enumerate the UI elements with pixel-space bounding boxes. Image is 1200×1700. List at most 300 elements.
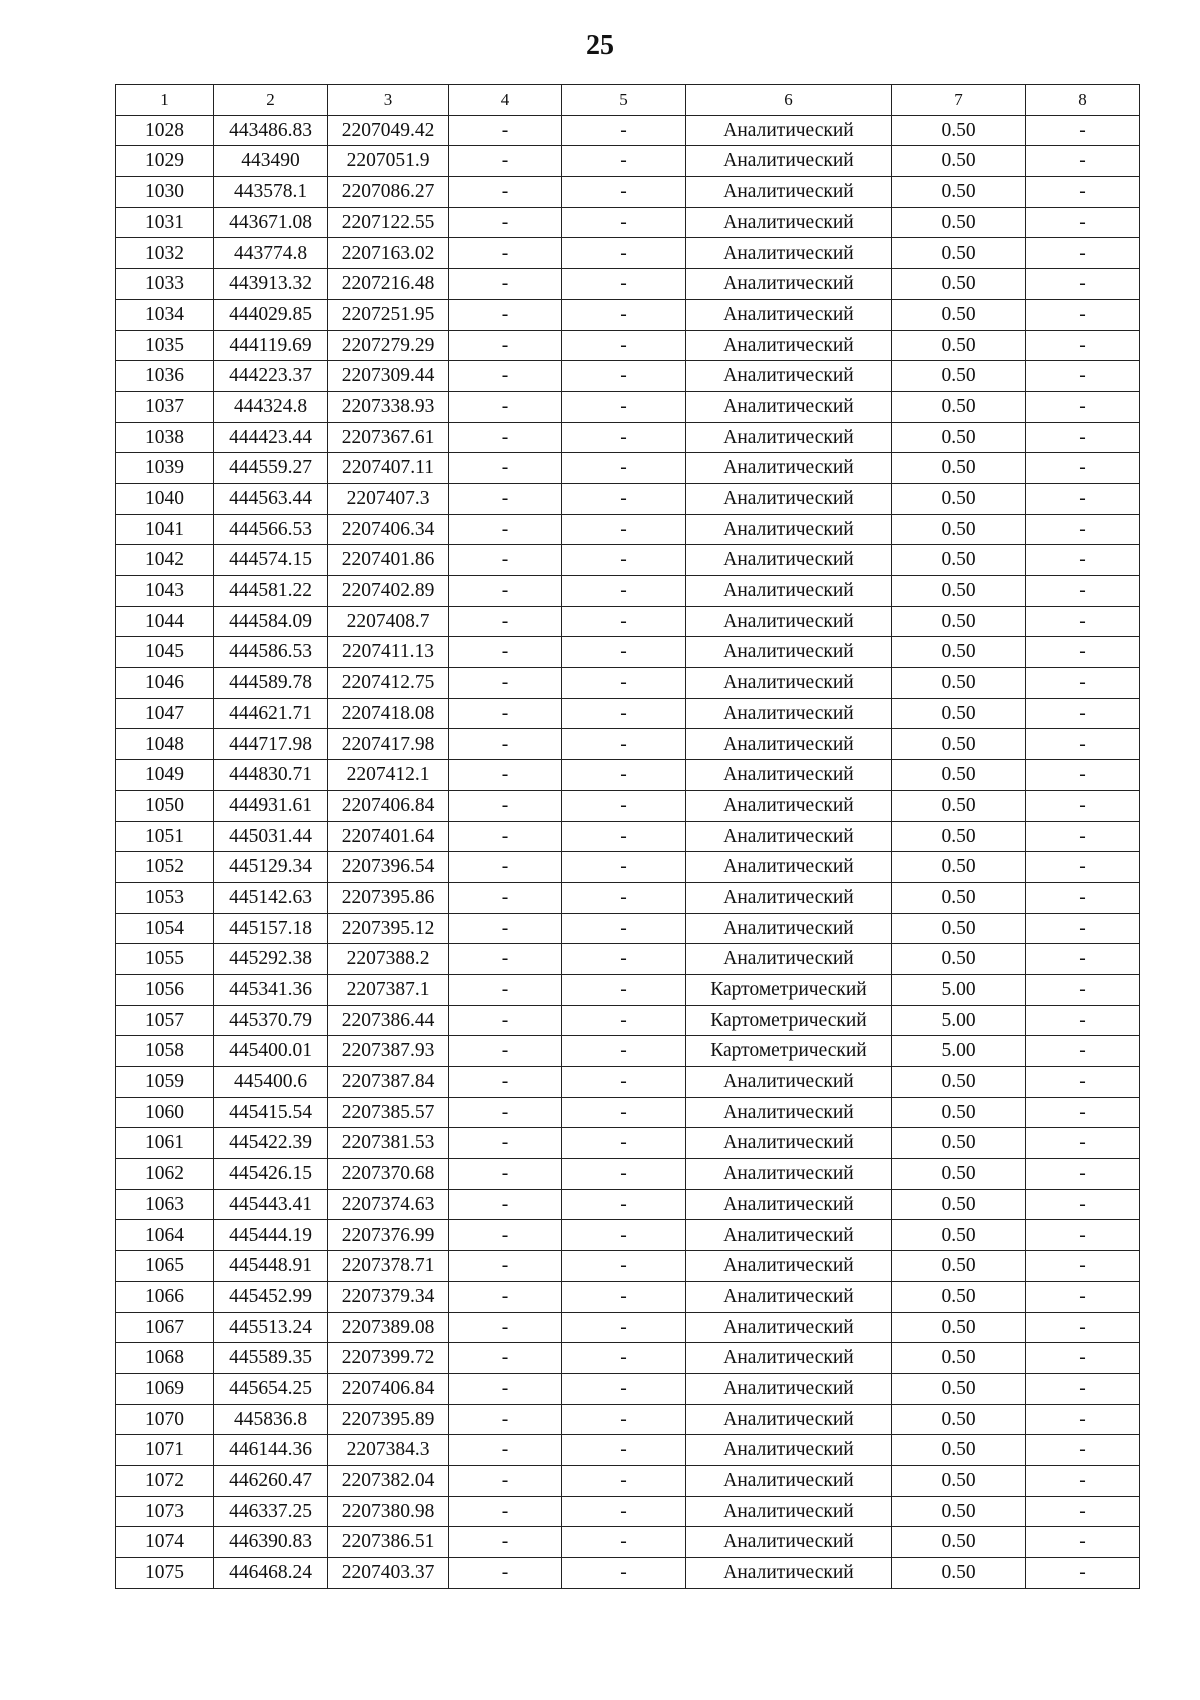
accuracy-cell: 0.50 [892,330,1026,361]
x-coordinate-cell: 444586.53 [214,637,328,668]
y-coordinate-cell: 2207411.13 [328,637,449,668]
table-row [116,483,1140,514]
column-8-cell: - [1026,852,1140,883]
table-row [116,391,1140,422]
column-4-cell: - [449,637,562,668]
x-coordinate-cell: 445415.54 [214,1097,328,1128]
point-number-cell: 1056 [116,974,214,1005]
x-coordinate-cell: 445341.36 [214,974,328,1005]
column-8-cell: - [1026,1159,1140,1190]
method-cell: Аналитический [686,269,892,300]
x-coordinate-cell: 445370.79 [214,1005,328,1036]
accuracy-cell: 0.50 [892,422,1026,453]
column-4-cell: - [449,391,562,422]
x-coordinate-cell: 444566.53 [214,514,328,545]
column-8-cell: - [1026,1465,1140,1496]
column-8-cell: - [1026,1496,1140,1527]
method-cell: Аналитический [686,1251,892,1282]
y-coordinate-cell: 2207395.12 [328,913,449,944]
method-cell: Картометрический [686,1036,892,1067]
point-number-cell: 1035 [116,330,214,361]
column-5-cell: - [562,115,686,146]
column-4-cell: - [449,483,562,514]
column-8-cell: - [1026,453,1140,484]
point-number-cell: 1049 [116,760,214,791]
column-5-cell: - [562,729,686,760]
method-cell: Аналитический [686,882,892,913]
table-row [116,1067,1140,1098]
accuracy-cell: 5.00 [892,1005,1026,1036]
column-8-cell: - [1026,913,1140,944]
column-5-cell: - [562,545,686,576]
y-coordinate-cell: 2207418.08 [328,698,449,729]
column-5-cell: - [562,1435,686,1466]
table-row [116,790,1140,821]
column-5-cell: - [562,821,686,852]
column-8-cell: - [1026,146,1140,177]
y-coordinate-cell: 2207417.98 [328,729,449,760]
accuracy-cell: 0.50 [892,177,1026,208]
column-4-cell: - [449,1097,562,1128]
y-coordinate-cell: 2207395.86 [328,882,449,913]
column-5-cell: - [562,606,686,637]
table-row [116,330,1140,361]
column-8-cell: - [1026,1558,1140,1589]
x-coordinate-cell: 444324.8 [214,391,328,422]
column-5-cell: - [562,1373,686,1404]
column-8-cell: - [1026,698,1140,729]
y-coordinate-cell: 2207407.11 [328,453,449,484]
coordinates-table [115,84,1140,1589]
column-4-cell: - [449,269,562,300]
column-8-cell: - [1026,545,1140,576]
accuracy-cell: 0.50 [892,821,1026,852]
point-number-cell: 1057 [116,1005,214,1036]
column-4-cell: - [449,207,562,238]
accuracy-cell: 5.00 [892,974,1026,1005]
column-8-cell: - [1026,1005,1140,1036]
column-4-cell: - [449,1435,562,1466]
method-cell: Аналитический [686,115,892,146]
table-row [116,514,1140,545]
method-cell: Аналитический [686,1527,892,1558]
table-row [116,698,1140,729]
accuracy-cell: 0.50 [892,882,1026,913]
method-cell: Аналитический [686,207,892,238]
column-4-cell: - [449,422,562,453]
x-coordinate-cell: 444581.22 [214,576,328,607]
method-cell: Аналитический [686,576,892,607]
column-5-cell: - [562,361,686,392]
accuracy-cell: 0.50 [892,1558,1026,1589]
column-8-cell: - [1026,1189,1140,1220]
column-8-cell: - [1026,1373,1140,1404]
accuracy-cell: 0.50 [892,146,1026,177]
column-4-cell: - [449,1036,562,1067]
x-coordinate-cell: 443486.83 [214,115,328,146]
y-coordinate-cell: 2207216.48 [328,269,449,300]
table-row [116,115,1140,146]
accuracy-cell: 0.50 [892,668,1026,699]
table-row [116,1435,1140,1466]
column-5-cell: - [562,913,686,944]
column-8-cell: - [1026,1404,1140,1435]
x-coordinate-cell: 445654.25 [214,1373,328,1404]
method-cell: Аналитический [686,1312,892,1343]
y-coordinate-cell: 2207384.3 [328,1435,449,1466]
accuracy-cell: 0.50 [892,698,1026,729]
method-cell: Аналитический [686,177,892,208]
column-4-cell: - [449,760,562,791]
table-row [116,269,1140,300]
page-number: 25 [586,30,614,61]
x-coordinate-cell: 445031.44 [214,821,328,852]
method-cell: Аналитический [686,299,892,330]
method-cell: Аналитический [686,545,892,576]
column-5-cell: - [562,882,686,913]
point-number-cell: 1051 [116,821,214,852]
y-coordinate-cell: 2207381.53 [328,1128,449,1159]
column-8-cell: - [1026,361,1140,392]
column-4-cell: - [449,729,562,760]
x-coordinate-cell: 446260.47 [214,1465,328,1496]
accuracy-cell: 0.50 [892,760,1026,791]
accuracy-cell: 0.50 [892,729,1026,760]
accuracy-cell: 0.50 [892,1128,1026,1159]
method-cell: Аналитический [686,238,892,269]
point-number-cell: 1060 [116,1097,214,1128]
column-4-cell: - [449,299,562,330]
accuracy-cell: 0.50 [892,238,1026,269]
point-number-cell: 1061 [116,1128,214,1159]
accuracy-cell: 0.50 [892,1220,1026,1251]
accuracy-cell: 0.50 [892,514,1026,545]
column-4-cell: - [449,790,562,821]
y-coordinate-cell: 2207389.08 [328,1312,449,1343]
method-cell: Аналитический [686,361,892,392]
point-number-cell: 1036 [116,361,214,392]
method-cell: Аналитический [686,790,892,821]
y-coordinate-cell: 2207379.34 [328,1281,449,1312]
column-4-cell: - [449,698,562,729]
y-coordinate-cell: 2207401.86 [328,545,449,576]
x-coordinate-cell: 444589.78 [214,668,328,699]
y-coordinate-cell: 2207406.34 [328,514,449,545]
column-5-cell: - [562,391,686,422]
y-coordinate-cell: 2207406.84 [328,1373,449,1404]
accuracy-cell: 0.50 [892,1404,1026,1435]
table-row [116,974,1140,1005]
column-4-cell: - [449,1159,562,1190]
point-number-cell: 1028 [116,115,214,146]
method-cell: Аналитический [686,1159,892,1190]
method-cell: Картометрический [686,974,892,1005]
column-5-cell: - [562,698,686,729]
x-coordinate-cell: 444029.85 [214,299,328,330]
table-row [116,760,1140,791]
method-cell: Картометрический [686,1005,892,1036]
method-cell: Аналитический [686,453,892,484]
method-cell: Аналитический [686,760,892,791]
point-number-cell: 1065 [116,1251,214,1282]
y-coordinate-cell: 2207406.84 [328,790,449,821]
method-cell: Аналитический [686,852,892,883]
method-cell: Аналитический [686,729,892,760]
column-4-cell: - [449,545,562,576]
point-number-cell: 1046 [116,668,214,699]
table-row [116,1527,1140,1558]
column-5-cell: - [562,453,686,484]
y-coordinate-cell: 2207382.04 [328,1465,449,1496]
column-8-cell: - [1026,1343,1140,1374]
table-row [116,1373,1140,1404]
accuracy-cell: 0.50 [892,1097,1026,1128]
y-coordinate-cell: 2207309.44 [328,361,449,392]
column-4-cell: - [449,1404,562,1435]
column-header: 6 [686,85,892,116]
table-row [116,453,1140,484]
y-coordinate-cell: 2207376.99 [328,1220,449,1251]
x-coordinate-cell: 445513.24 [214,1312,328,1343]
column-5-cell: - [562,852,686,883]
x-coordinate-cell: 445448.91 [214,1251,328,1282]
table-row [116,606,1140,637]
column-8-cell: - [1026,729,1140,760]
y-coordinate-cell: 2207387.1 [328,974,449,1005]
method-cell: Аналитический [686,514,892,545]
x-coordinate-cell: 445443.41 [214,1189,328,1220]
x-coordinate-cell: 445400.6 [214,1067,328,1098]
point-number-cell: 1063 [116,1189,214,1220]
accuracy-cell: 0.50 [892,1343,1026,1374]
column-4-cell: - [449,1005,562,1036]
column-4-cell: - [449,821,562,852]
point-number-cell: 1037 [116,391,214,422]
accuracy-cell: 5.00 [892,1036,1026,1067]
column-4-cell: - [449,913,562,944]
column-4-cell: - [449,115,562,146]
x-coordinate-cell: 446337.25 [214,1496,328,1527]
x-coordinate-cell: 443578.1 [214,177,328,208]
column-5-cell: - [562,637,686,668]
accuracy-cell: 0.50 [892,115,1026,146]
accuracy-cell: 0.50 [892,1251,1026,1282]
y-coordinate-cell: 2207122.55 [328,207,449,238]
column-5-cell: - [562,944,686,975]
point-number-cell: 1041 [116,514,214,545]
column-8-cell: - [1026,1220,1140,1251]
y-coordinate-cell: 2207386.44 [328,1005,449,1036]
x-coordinate-cell: 444119.69 [214,330,328,361]
method-cell: Аналитический [686,391,892,422]
table-row [116,1036,1140,1067]
column-5-cell: - [562,1159,686,1190]
column-4-cell: - [449,514,562,545]
x-coordinate-cell: 444584.09 [214,606,328,637]
column-4-cell: - [449,1465,562,1496]
table-row [116,1220,1140,1251]
column-5-cell: - [562,1312,686,1343]
column-5-cell: - [562,177,686,208]
point-number-cell: 1071 [116,1435,214,1466]
column-5-cell: - [562,1496,686,1527]
column-header: 7 [892,85,1026,116]
table-row [116,821,1140,852]
column-5-cell: - [562,1465,686,1496]
y-coordinate-cell: 2207412.75 [328,668,449,699]
method-cell: Аналитический [686,1373,892,1404]
column-5-cell: - [562,668,686,699]
x-coordinate-cell: 444931.61 [214,790,328,821]
accuracy-cell: 0.50 [892,1281,1026,1312]
table-row [116,545,1140,576]
column-5-cell: - [562,1128,686,1159]
accuracy-cell: 0.50 [892,576,1026,607]
point-number-cell: 1069 [116,1373,214,1404]
column-8-cell: - [1026,1527,1140,1558]
point-number-cell: 1075 [116,1558,214,1589]
method-cell: Аналитический [686,1404,892,1435]
y-coordinate-cell: 2207388.2 [328,944,449,975]
method-cell: Аналитический [686,1220,892,1251]
accuracy-cell: 0.50 [892,1189,1026,1220]
column-4-cell: - [449,1558,562,1589]
y-coordinate-cell: 2207163.02 [328,238,449,269]
x-coordinate-cell: 443490 [214,146,328,177]
point-number-cell: 1074 [116,1527,214,1558]
column-5-cell: - [562,1036,686,1067]
x-coordinate-cell: 445452.99 [214,1281,328,1312]
table-row [116,944,1140,975]
point-number-cell: 1058 [116,1036,214,1067]
column-8-cell: - [1026,1251,1140,1282]
column-header: 8 [1026,85,1140,116]
column-8-cell: - [1026,483,1140,514]
point-number-cell: 1053 [116,882,214,913]
point-number-cell: 1038 [116,422,214,453]
y-coordinate-cell: 2207367.61 [328,422,449,453]
column-5-cell: - [562,1189,686,1220]
x-coordinate-cell: 445292.38 [214,944,328,975]
y-coordinate-cell: 2207401.64 [328,821,449,852]
column-8-cell: - [1026,238,1140,269]
table-row [116,1558,1140,1589]
accuracy-cell: 0.50 [892,1312,1026,1343]
column-5-cell: - [562,576,686,607]
y-coordinate-cell: 2207051.9 [328,146,449,177]
column-8-cell: - [1026,422,1140,453]
column-4-cell: - [449,1128,562,1159]
column-8-cell: - [1026,1097,1140,1128]
table-row [116,1097,1140,1128]
accuracy-cell: 0.50 [892,913,1026,944]
table-row [116,1496,1140,1527]
table-row [116,207,1140,238]
column-8-cell: - [1026,790,1140,821]
point-number-cell: 1064 [116,1220,214,1251]
column-8-cell: - [1026,637,1140,668]
column-4-cell: - [449,330,562,361]
column-8-cell: - [1026,974,1140,1005]
column-8-cell: - [1026,882,1140,913]
column-8-cell: - [1026,177,1140,208]
column-5-cell: - [562,422,686,453]
column-4-cell: - [449,974,562,1005]
x-coordinate-cell: 443774.8 [214,238,328,269]
method-cell: Аналитический [686,668,892,699]
point-number-cell: 1045 [116,637,214,668]
column-5-cell: - [562,1220,686,1251]
accuracy-cell: 0.50 [892,1527,1026,1558]
point-number-cell: 1072 [116,1465,214,1496]
x-coordinate-cell: 445422.39 [214,1128,328,1159]
point-number-cell: 1070 [116,1404,214,1435]
y-coordinate-cell: 2207374.63 [328,1189,449,1220]
point-number-cell: 1040 [116,483,214,514]
point-number-cell: 1054 [116,913,214,944]
y-coordinate-cell: 2207386.51 [328,1527,449,1558]
column-8-cell: - [1026,668,1140,699]
column-5-cell: - [562,1251,686,1282]
column-4-cell: - [449,944,562,975]
column-4-cell: - [449,1067,562,1098]
x-coordinate-cell: 444423.44 [214,422,328,453]
y-coordinate-cell: 2207407.3 [328,483,449,514]
point-number-cell: 1066 [116,1281,214,1312]
column-5-cell: - [562,1404,686,1435]
x-coordinate-cell: 446144.36 [214,1435,328,1466]
column-5-cell: - [562,1343,686,1374]
method-cell: Аналитический [686,637,892,668]
point-number-cell: 1067 [116,1312,214,1343]
point-number-cell: 1048 [116,729,214,760]
y-coordinate-cell: 2207370.68 [328,1159,449,1190]
x-coordinate-cell: 445129.34 [214,852,328,883]
x-coordinate-cell: 444574.15 [214,545,328,576]
accuracy-cell: 0.50 [892,299,1026,330]
column-4-cell: - [449,1527,562,1558]
point-number-cell: 1073 [116,1496,214,1527]
column-5-cell: - [562,1067,686,1098]
point-number-cell: 1059 [116,1067,214,1098]
accuracy-cell: 0.50 [892,790,1026,821]
y-coordinate-cell: 2207387.84 [328,1067,449,1098]
table-row [116,913,1140,944]
table-header-row [116,85,1140,116]
column-4-cell: - [449,1220,562,1251]
column-header: 5 [562,85,686,116]
y-coordinate-cell: 2207412.1 [328,760,449,791]
table-row [116,299,1140,330]
point-number-cell: 1030 [116,177,214,208]
column-header: 3 [328,85,449,116]
point-number-cell: 1062 [116,1159,214,1190]
method-cell: Аналитический [686,483,892,514]
point-number-cell: 1050 [116,790,214,821]
accuracy-cell: 0.50 [892,1373,1026,1404]
y-coordinate-cell: 2207338.93 [328,391,449,422]
accuracy-cell: 0.50 [892,1159,1026,1190]
table-row [116,422,1140,453]
column-5-cell: - [562,760,686,791]
column-8-cell: - [1026,576,1140,607]
accuracy-cell: 0.50 [892,361,1026,392]
point-number-cell: 1029 [116,146,214,177]
column-5-cell: - [562,483,686,514]
method-cell: Аналитический [686,1465,892,1496]
x-coordinate-cell: 445426.15 [214,1159,328,1190]
table-row [116,177,1140,208]
